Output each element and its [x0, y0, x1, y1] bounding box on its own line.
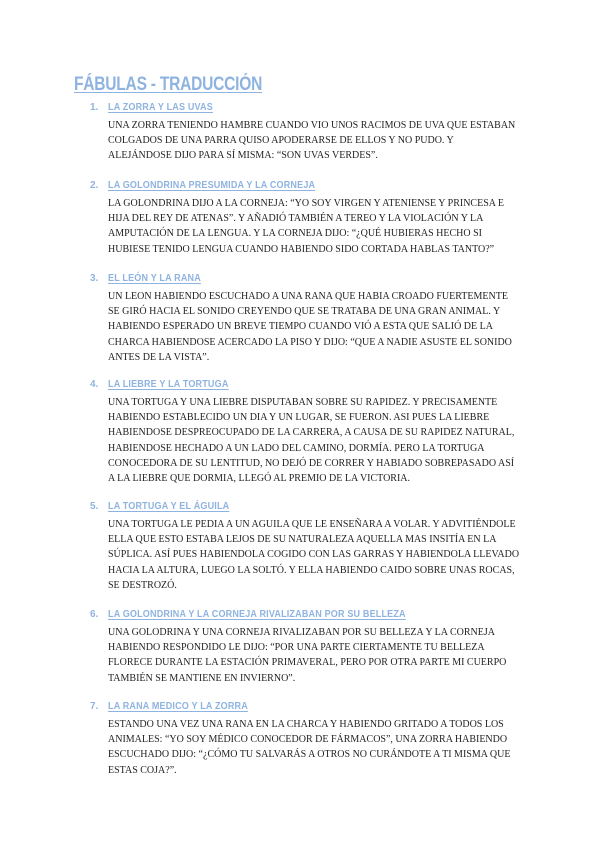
- body-line: ELLA QUE ESTO ESTABA LEJOS DE SU NATURALEZA AQUELLA MAS INSITÍA EN LA: [108, 534, 497, 546]
- body-line: HACIA LA ALTURA, LUEGO LA SOLTÓ. Y ELLA HABIENDO CAIDO SOBRE UNAS ROCAS,: [108, 564, 515, 576]
- body-line: A LA LIEBRE QUE DORMIA, LLEGÓ AL PREMIO DE LA VICTORIA.: [108, 473, 411, 485]
- body-line: SE DESTROZÓ.: [108, 579, 177, 591]
- section-heading: EL LEÓN Y LA RANA: [108, 272, 201, 284]
- body-line: UNA TORTUGA Y UNA LIEBRE DISPUTABAN SOBRE SU RAPIDEZ. Y PRECISAMENTE: [108, 397, 498, 408]
- page-title: FÁBULAS - TRADUCCIÓN: [74, 74, 263, 95]
- section-body: [108, 717, 528, 778]
- body-line: HABIENDOSE DESPREOCUPADO DE LA CARRERA, A CAUSA DE SU RAPIDEZ NATURAL,: [108, 427, 515, 439]
- section-body: [108, 289, 528, 365]
- body-line: HABIENDOSE HECHADO A UN LADO DEL CAMINO, DORMÍA. PERO LA TORTUGA: [108, 442, 485, 454]
- body-line: TAMBIÉN SE MANTIENE EN INVIERNO”.: [108, 672, 296, 684]
- body-line: ESTAS COJA?”.: [108, 764, 177, 776]
- body-line: ANTES DE LA VISTA”.: [108, 351, 210, 363]
- section-body: [108, 118, 528, 164]
- section-body: [108, 196, 528, 257]
- body-line: HIJA DEL REY DE ATENAS”. Y AÑADIÓ TAMBIÉN A TEREO Y LA VIOLACIÓN Y LA: [108, 213, 484, 225]
- body-line: LA GOLONDRINA DIJO A LA CORNEJA: “YO SOY VIRGEN Y ATENIENSE Y PRINCESA E: [108, 198, 505, 209]
- body-line: ANIMALES: “YO SOY MÉDICO CONOCEDOR DE FÁRMACOS”, UNA ZORRA HABIENDO: [108, 734, 508, 746]
- body-line: ESCUCHADO DIJO: “¿CÓMO TU SALVARÁS A OTROS NO CURÁNDOTE A TI MISMA QUE: [108, 749, 511, 761]
- body-line: UNA GOLODRINA Y UNA CORNEJA RIVALIZABAN POR SU BELLEZA Y LA CORNEJA: [108, 627, 495, 638]
- body-line: HABIENDO RESPONDIDO LE DIJO: “POR UNA PARTE CIERTAMENTE TU BELLEZA: [108, 642, 485, 654]
- body-line: SE GIRÓ HACIA EL SONIDO CREYENDO QUE SE TRATABA DE UNA GRAN ANIMAL. Y: [108, 306, 501, 318]
- body-line: UN LEON HABIENDO ESCUCHADO A UNA RANA QUE HABIA CROADO FUERTEMENTE: [108, 291, 508, 302]
- body-line: UNA ZORRA TENIENDO HAMBRE CUANDO VIO UNOS RACIMOS DE UVA QUE ESTABAN: [108, 120, 516, 131]
- section-number: 2.: [90, 180, 99, 191]
- section-heading: LA ZORRA Y LAS UVAS: [108, 101, 213, 113]
- section-number: 5.: [90, 501, 99, 512]
- body-line: CHARCA HABIENDOSE ACERCADO LA PISO Y DIJO: “QUE A NADIE ASUSTE EL SONIDO: [108, 336, 512, 348]
- section-number: 1.: [90, 102, 99, 113]
- body-line: COLGADOS DE UNA PARRA QUISO APODERARSE DE ELLOS Y NO PUDO. Y: [108, 135, 454, 147]
- body-line: HABIENDO ESPERADO UN BREVE TIEMPO CUANDO VIÓ A ESTA QUE SALIÓ DE LA: [108, 321, 493, 333]
- section-heading: LA TORTUGA Y EL ÁGUILA: [108, 500, 230, 512]
- section-heading: LA RANA MEDICO Y LA ZORRA: [108, 700, 248, 712]
- section-number: 3.: [90, 273, 99, 284]
- section-number: 7.: [90, 701, 99, 712]
- section-heading: LA GOLONDRINA PRESUMIDA Y LA CORNEJA: [108, 179, 316, 191]
- section-body: [108, 625, 528, 686]
- body-line: ALEJÁNDOSE DIJO PARA SÍ MISMA: “SON UVAS VERDES”.: [108, 150, 378, 162]
- body-line: ESTANDO UNA VEZ UNA RANA EN LA CHARCA Y HABIENDO GRITADO A TODOS LOS: [108, 719, 504, 730]
- body-line: FLORECE DURANTE LA ESTACIÓN PRIMAVERAL, PERO POR OTRA PARTE MI CUERPO: [108, 657, 507, 669]
- section-body: [108, 517, 528, 593]
- section-body: [108, 395, 528, 486]
- section-number: 4.: [90, 379, 99, 390]
- section-heading: LA LIEBRE Y LA TORTUGA: [108, 378, 229, 390]
- body-line: CONOCEDORA DE SU LENTITUD, NO DEJÓ DE CORRER Y HABIADO SOBREPASADO ASÍ: [108, 457, 515, 469]
- body-line: UNA TORTUGA LE PEDIA A UN AGUILA QUE LE ENSEÑARA A VOLAR. Y ADVITIÉNDOLE: [108, 519, 516, 530]
- body-line: AMPUTACIÓN DE LA LENGUA. Y LA CORNEJA DIJO: “¿QUÉ HUBIERAS HECHO SI: [108, 228, 483, 240]
- body-line: SÚPLICA. ASÍ PUES HABIENDOLA COGIDO CON LAS GARRAS Y HABIENDOLA LLEVADO: [108, 549, 520, 561]
- body-line: HABIENDO ESTABLECIDO UN DIA Y UN LUGAR, SE FUERON. ASI PUES LA LIEBRE: [108, 412, 490, 424]
- section-number: 6.: [90, 609, 99, 620]
- section-heading: LA GOLONDRINA Y LA CORNEJA RIVALIZABAN POR SU BELLEZA: [108, 608, 406, 620]
- body-line: HUBIESE TENIDO LENGUA CUANDO HABIENDO SIDO CORTADA HABLAS TANTO?”: [108, 243, 495, 255]
